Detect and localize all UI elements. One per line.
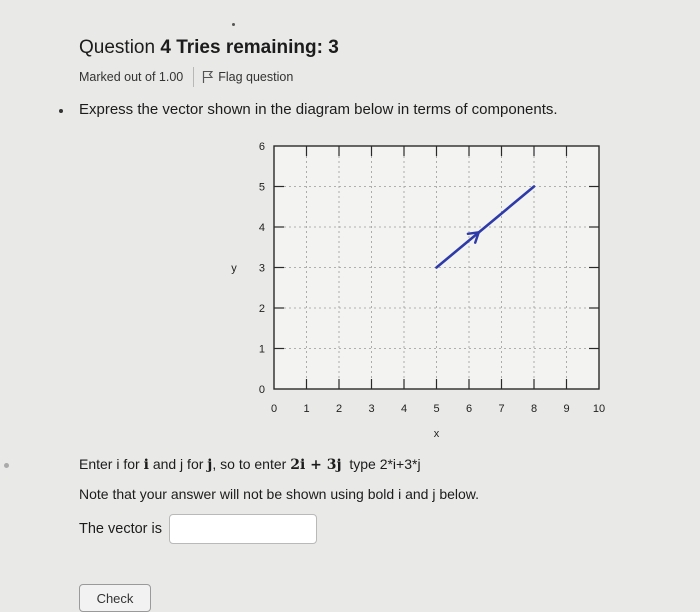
y-axis-label: y <box>231 262 237 275</box>
check-button[interactable]: Check <box>79 584 151 612</box>
answer-label: The vector is <box>79 521 162 537</box>
x-tick-label: 5 <box>433 403 440 415</box>
x-tick-label: 0 <box>270 403 278 415</box>
so-to-enter: , so to enter <box>212 456 287 472</box>
x-tick-label: 4 <box>400 403 408 415</box>
type-example: type 2*i+3*j <box>349 456 421 472</box>
y-tick-label: 0 <box>258 384 265 396</box>
marked-out-of: Marked out of 1.00 <box>79 70 184 84</box>
tries-remaining: Tries remaining: 3 <box>176 37 339 58</box>
bold-j: j <box>207 457 213 473</box>
example-math: 2i + 3j <box>290 457 342 473</box>
question-prompt: Express the vector shown in the diagram below in terms of components. <box>79 101 558 118</box>
x-tick-label: 6 <box>465 403 473 415</box>
enter-instructions <box>79 456 421 473</box>
x-tick-label: 9 <box>563 403 570 415</box>
x-tick-label: 7 <box>498 403 505 415</box>
y-tick-label: 4 <box>258 222 265 234</box>
bold-note: Note that your answer will not be shown using bold i and j below. <box>79 486 480 502</box>
decorative-dot <box>4 463 9 468</box>
question-label: Question <box>79 37 156 58</box>
x-tick-label: 10 <box>592 403 606 415</box>
bold-i: i <box>143 457 149 473</box>
question-number: 4 <box>160 37 171 58</box>
and-j-for: and j for <box>152 456 204 472</box>
y-tick-label: 2 <box>258 303 265 315</box>
y-tick-label: 3 <box>258 262 265 275</box>
x-tick-label: 3 <box>368 403 375 415</box>
x-tick-label: 1 <box>303 403 310 415</box>
x-tick-label: 2 <box>335 403 343 415</box>
enter-prefix: Enter i for <box>79 456 140 472</box>
flag-question-link[interactable]: Flag question <box>218 70 294 84</box>
y-tick-label: 1 <box>258 343 265 356</box>
x-axis-label: x <box>433 428 440 440</box>
y-tick-label: 6 <box>258 141 265 153</box>
answer-input[interactable] <box>169 514 317 544</box>
x-tick-label: 8 <box>530 403 538 415</box>
y-tick-label: 5 <box>258 181 265 194</box>
